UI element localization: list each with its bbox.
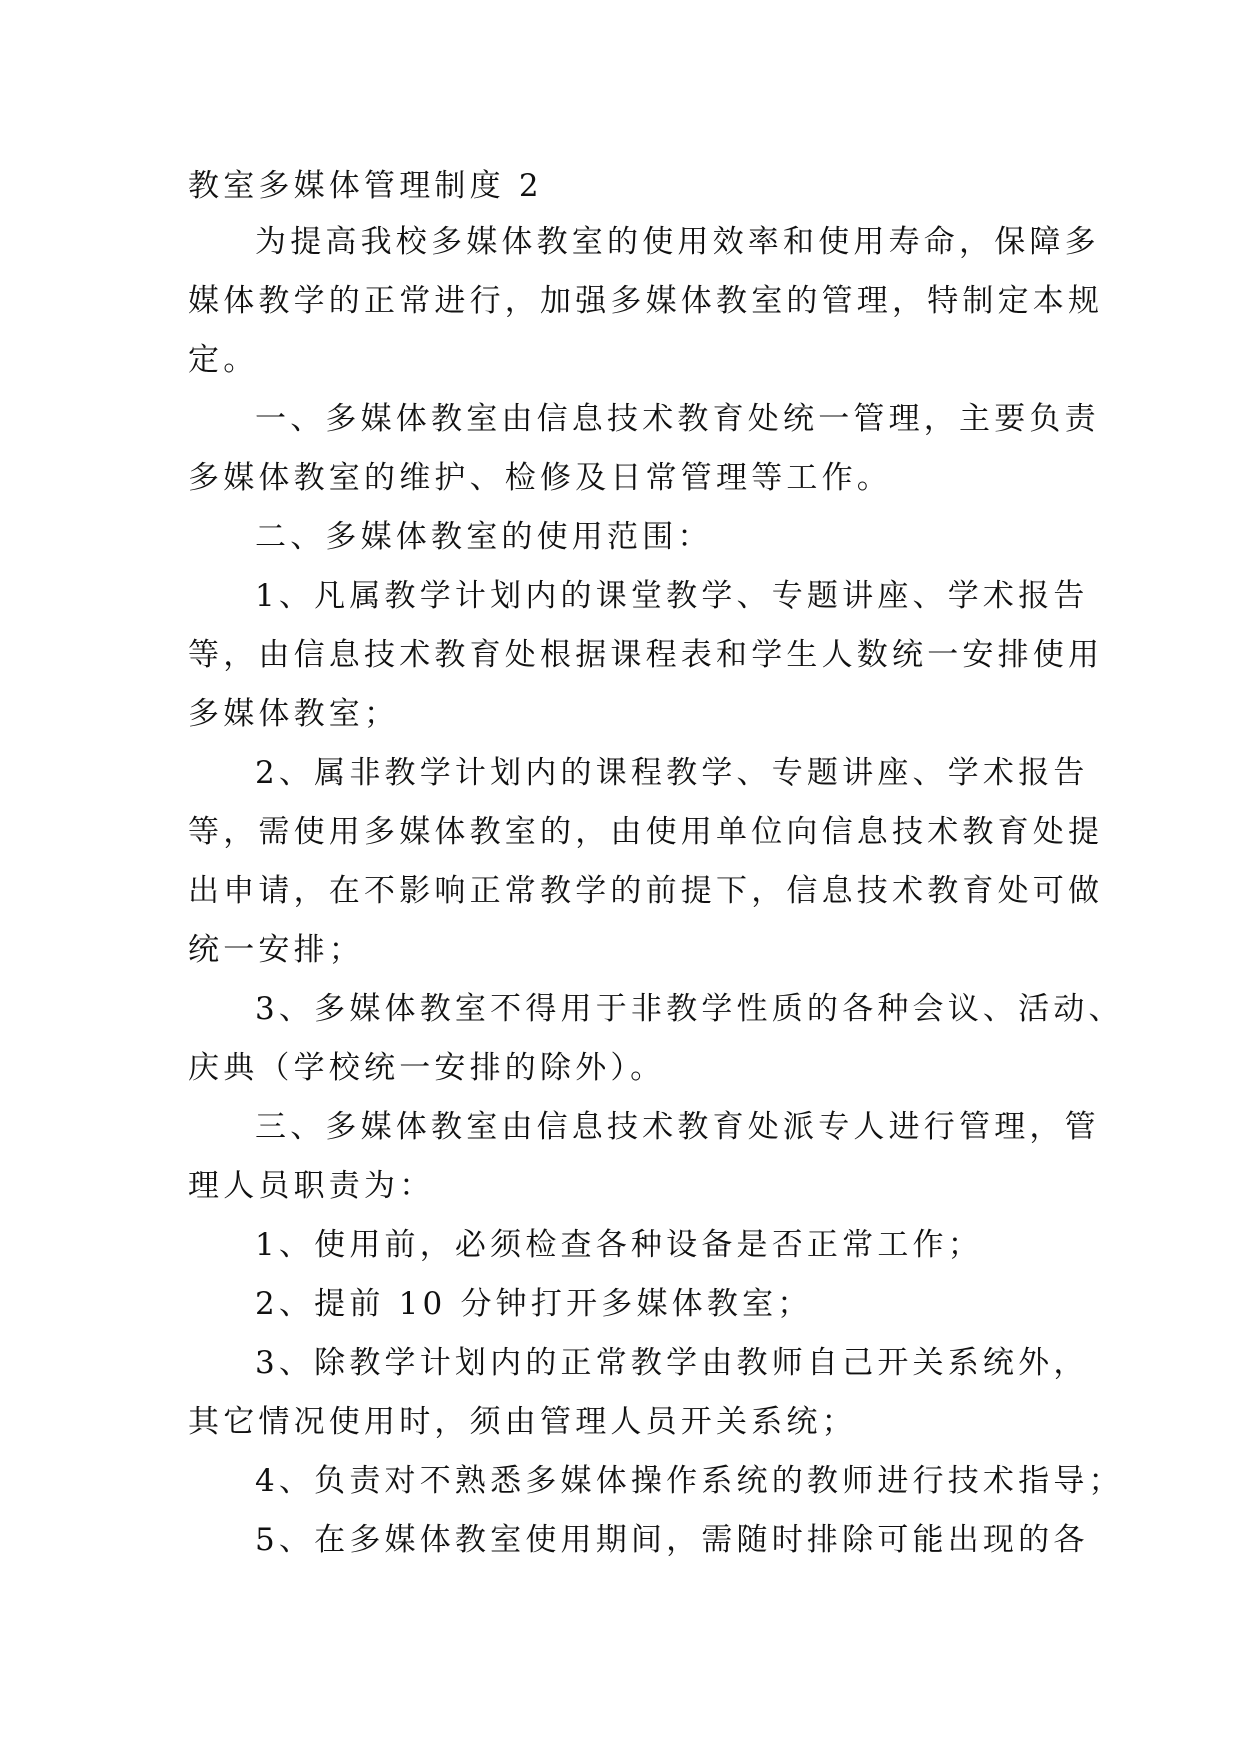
paragraph-line: 理人员职责为： — [188, 1168, 435, 1204]
paragraph-line: 为提高我校多媒体教室的使用效率和使用寿命，保障多 — [255, 224, 1100, 260]
paragraph-line: 出申请，在不影响正常教学的前提下，信息技术教育处可做 — [188, 873, 1104, 909]
paragraph-line: 3、多媒体教室不得用于非教学性质的各种会议、活动、 — [255, 991, 1124, 1027]
paragraph-line: 多媒体教室； — [188, 696, 400, 732]
paragraph-line: 定。 — [188, 342, 259, 378]
paragraph-line: 庆典（学校统一安排的除外）。 — [188, 1050, 666, 1086]
paragraph-line: 媒体教学的正常进行，加强多媒体教室的管理，特制定本规 — [188, 283, 1104, 319]
paragraph-line: 5、在多媒体教室使用期间，需随时排除可能出现的各 — [255, 1522, 1089, 1558]
paragraph-line: 等，需使用多媒体教室的，由使用单位向信息技术教育处提 — [188, 814, 1104, 850]
paragraph-line: 1、使用前，必须检查各种设备是否正常工作； — [255, 1227, 983, 1263]
paragraph-line: 多媒体教室的维护、检修及日常管理等工作。 — [188, 460, 892, 496]
paragraph-line: 其它情况使用时，须由管理人员开关系统； — [188, 1404, 857, 1440]
section-heading: 二、多媒体教室的使用范围： — [255, 519, 713, 555]
paragraph-line: 2、提前 10 分钟打开多媒体教室； — [255, 1286, 813, 1322]
paragraph-line: 等，由信息技术教育处根据课程表和学生人数统一安排使用 — [188, 637, 1104, 673]
paragraph-line: 统一安排； — [188, 932, 364, 968]
paragraph-line: 一、多媒体教室由信息技术教育处统一管理，主要负责 — [255, 401, 1100, 437]
paragraph-line: 3、除教学计划内的正常教学由教师自己开关系统外， — [255, 1345, 1089, 1381]
paragraph-line: 三、多媒体教室由信息技术教育处派专人进行管理，管 — [255, 1109, 1100, 1145]
paragraph-line: 4、负责对不熟悉多媒体操作系统的教师进行技术指导； — [255, 1463, 1124, 1499]
paragraph-line: 1、凡属教学计划内的课堂教学、专题讲座、学术报告 — [255, 578, 1089, 614]
paragraph-line: 2、属非教学计划内的课程教学、专题讲座、学术报告 — [255, 755, 1089, 791]
document-title: 教室多媒体管理制度 2 — [188, 168, 543, 204]
